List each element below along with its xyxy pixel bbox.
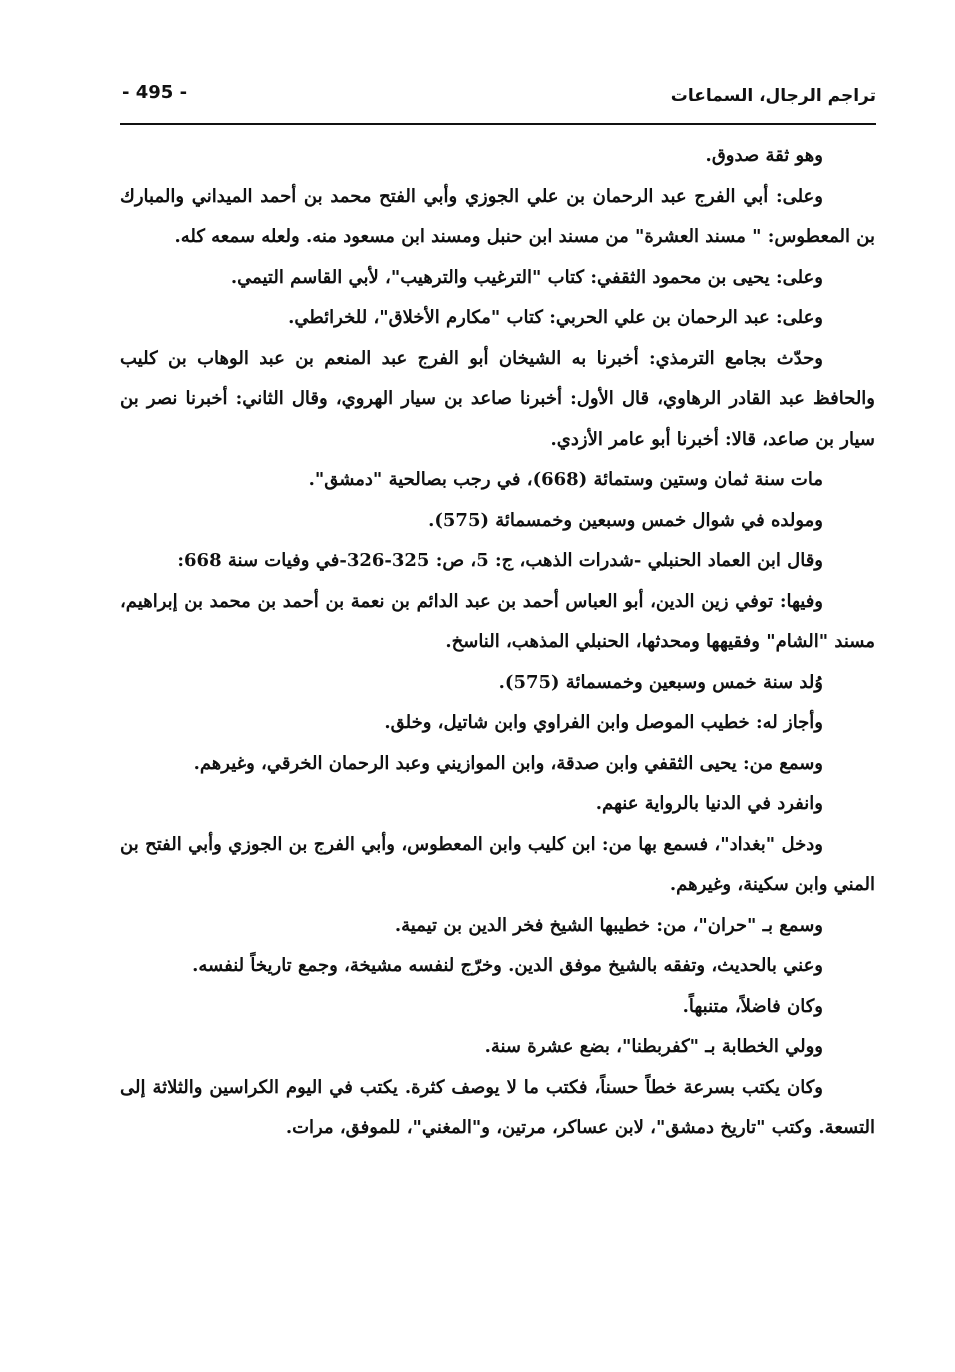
paragraph: وأجاز له: خطيب الموصل وابن الفراوي وابن شاتيل، وخلق. (384, 712, 823, 733)
paragraph: ومولده في شوال خمس وسبعين وخمسمائة (575). (428, 509, 823, 531)
paragraph: ودخل "بغداد"، فسمع بها من: ابن كليب وابن المعطوس، وأبي الفرج بن الجوزي وأبي الفتح بن المني وابن سكينة، وغيرهم. (120, 833, 875, 895)
paragraph: وُلد سنة خمس وسبعين وخمسمائة (575). (498, 671, 823, 693)
paragraph: وعلى: أبي الفرج عبد الرحمان بن علي الجوزي وأبي الفتح محمد بن أحمد الميداني والمبارك بن المعطوس: " مسند العشرة" من مسند ابن حنبل ومسند ابن مسعود منه. ولعله سمعه كله. (120, 185, 875, 247)
header-rule (120, 123, 876, 125)
paragraph: وسمع من: يحيى الثقفي وابن صدقة، وابن الموازيني وعبد الرحمان الخرقي، وغيرهم. (193, 752, 823, 774)
paragraph: وعلى: يحيى بن محمود الثقفي: كتاب "الترغيب والترهيب"، لأبي القاسم التيمي. (230, 266, 823, 288)
running-title: تراجم الرجال، السماعات (670, 86, 876, 106)
paragraph: وكان فاضلاً، متنبهاً. (682, 995, 823, 1017)
paragraph: وانفرد في الدنيا بالرواية عنهم. (595, 793, 823, 814)
page-number: - 495 - (122, 82, 188, 103)
paragraph: وحدّث بجامع الترمذي: أخبرنا به الشيخان أبو الفرج عبد المنعم بن عبد الوهاب بن كليب والحافظ عبد القادر الرهاوي، قال الأول: أخبرنا صاعد بن سيار الهروي، وقال الثاني: أخبرنا نصر بن سيار بن صاعد، قالا: أخبرنا أبو عامر الأزدي. (120, 347, 875, 450)
paragraph: وعلى: عبد الرحمان بن علي الحربي: كتاب "مكارم الأخلاق"، للخرائطي. (288, 307, 823, 328)
paragraph: وهو ثقة صدوق. (705, 145, 823, 166)
paragraph: وعني بالحديث، وتفقه بالشيخ موفق الدين. وخرّج لنفسه مشيخة، وجمع تاريخاً لنفسه. (192, 955, 823, 976)
paragraph: وولي الخطابة بـ "كفربطنا"، بضع عشرة سنة. (484, 1036, 823, 1057)
page-header (120, 80, 876, 124)
paragraph: وكان يكتب بسرعة خطاً حسناً، فكتب ما لا يوصف كثرة. يكتب في اليوم الكراسين والثلاثة إلى التسعة. وكتب "تاريخ دمشق"، لابن عساكر، مرتين، و"المغني"، للموفق، مرات. (120, 1076, 875, 1138)
paragraph: وقال ابن العماد الحنبلي -شدرات الذهب، ج: 5، ص: 325-326-في وفيات سنة 668: (177, 550, 823, 571)
body-text (120, 136, 875, 1149)
paragraph: وسمع بـ "حران"، من: خطيبها الشيخ فخر الدين بن تيمية. (394, 914, 823, 936)
paragraph: وفيها: توفي زين الدين، أبو العباس أحمد بن عبد الدائم بن نعمة بن أحمد بن محمد بن إبراهيم، مسند "الشام" وفقيهها ومحدثها، الحنبلي المذهب، الناسخ. (120, 590, 875, 652)
paragraph: مات سنة ثمان وستين وستمائة (668)، في رجب بصالحية "دمشق". (308, 469, 823, 490)
